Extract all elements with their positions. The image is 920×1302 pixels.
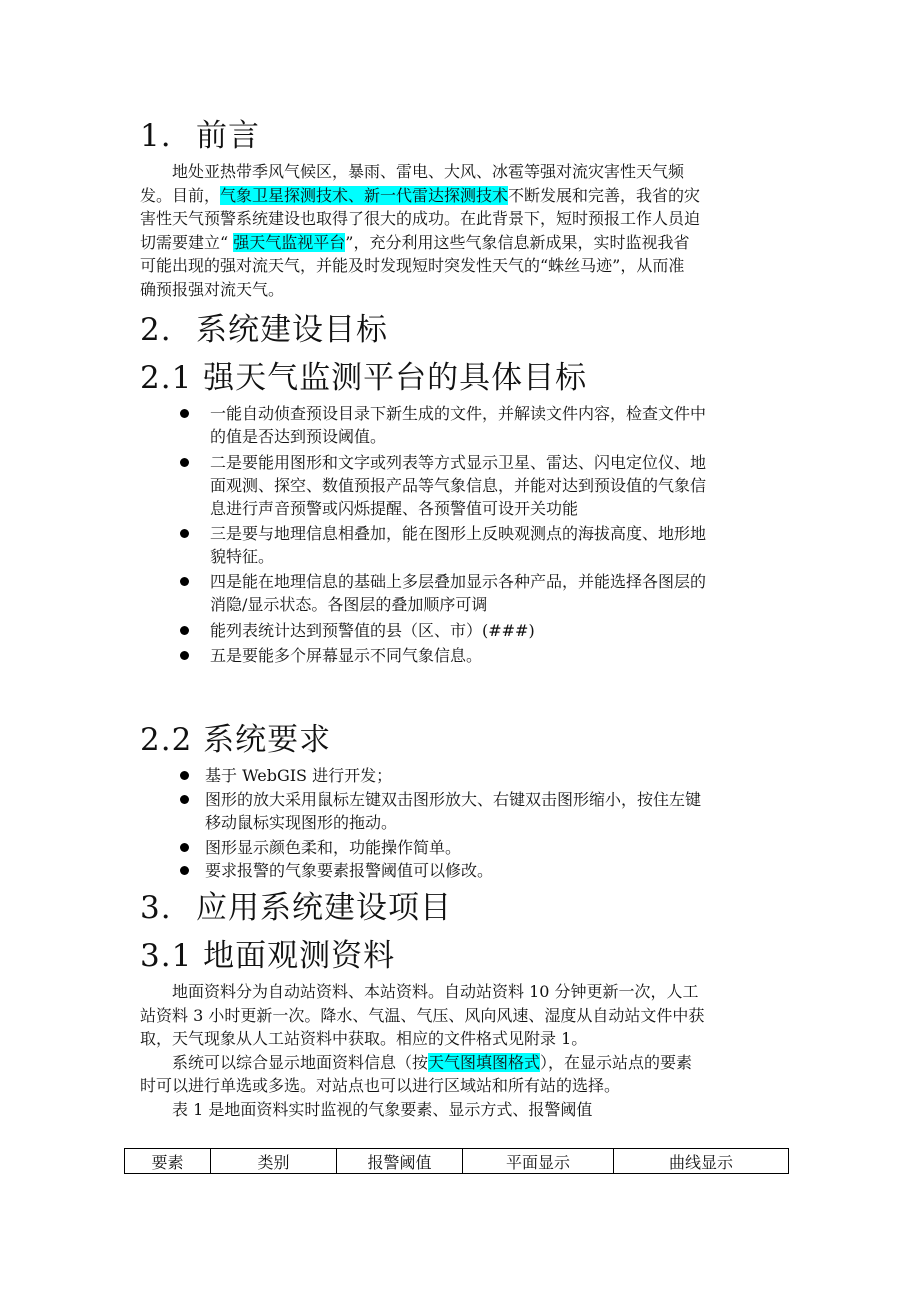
- section-number: 3.: [140, 890, 172, 926]
- bullet-dot: [180, 409, 189, 418]
- highlighted-text: 强天气监视平台: [233, 232, 346, 252]
- paragraph-line: 时可以进行单选或多选。对站点也可以进行区域站和所有站的选择。: [140, 1076, 621, 1095]
- list-item: 五是要能多个屏幕显示不同气象信息。: [210, 646, 483, 665]
- list-item: 能列表统计达到预警值的县（区、市）(###): [210, 621, 535, 640]
- line-text: 发。目前，: [140, 185, 221, 205]
- section-heading-1: [140, 116, 260, 156]
- paragraph-line: 地处亚热带季风气候区，暴雨、雷电、大风、冰雹等强对流灾害性天气频: [140, 162, 685, 181]
- table-header-cell: 类别: [211, 1149, 337, 1174]
- bullet-dot: [180, 866, 189, 875]
- section-title: 系统建设目标: [196, 312, 388, 348]
- line-text: 不断发展和完善，我省的灾: [508, 185, 701, 205]
- paragraph-line: [140, 231, 785, 255]
- list-item: 图形的放大采用鼠标左键双击图形放大、右键双击图形缩小，按住左键: [205, 790, 702, 809]
- surface-data-paragraph: [140, 980, 785, 1121]
- list-item: 基于 WebGIS 进行开发；: [205, 766, 393, 785]
- intro-paragraph: [140, 160, 785, 301]
- paragraph-line: 地面资料分为自动站资料、本站资料。自动站资料 10 分钟更新一次，人工: [140, 982, 699, 1001]
- line-text: ”，充分利用这些气象信息新成果，实时监视我省: [345, 232, 690, 252]
- paragraph-line: 确预报强对流天气。: [140, 279, 285, 299]
- section-heading-2: [140, 310, 388, 350]
- paragraph-line: [140, 1051, 785, 1075]
- list-item: 图形显示颜色柔和，功能操作简单。: [205, 838, 462, 857]
- paragraph-line: 可能出现的强对流天气，并能及时发现短时突发性天气的“蛛丝马迹”，从而准: [140, 256, 685, 275]
- list-item-continuation: 息进行声音预警或闪烁提醒、各预警值可设开关功能: [210, 499, 579, 518]
- paragraph-line: 表 1 是地面资料实时监视的气象要素、显示方式、报警阈值: [140, 1099, 593, 1119]
- bullet-dot: [180, 795, 189, 804]
- surface-elements-table: [124, 1148, 789, 1174]
- subsection-heading-2-2: 2.2 系统要求: [140, 722, 332, 758]
- section-heading-3: [140, 888, 452, 928]
- bullet-dot: [180, 843, 189, 852]
- section-number: 1.: [140, 118, 172, 154]
- bullet-dot: [180, 529, 189, 538]
- list-item: 要求报警的气象要素报警阈值可以修改。: [205, 861, 494, 880]
- bullet-dot: [180, 626, 189, 635]
- list-item-continuation: 貌特征。: [210, 547, 275, 566]
- table-header-cell: 报警阈值: [337, 1149, 463, 1174]
- list-item: 四是能在地理信息的基础上多层叠加显示各种产品，并能选择各图层的: [210, 572, 707, 591]
- section-number: 2.: [140, 312, 172, 348]
- list-item-continuation: 消隐/显示状态。各图层的叠加顺序可调: [210, 595, 488, 614]
- line-text: ），在显示站点的要素: [540, 1052, 693, 1072]
- bullet-dot: [180, 771, 189, 780]
- list-item-continuation: 的值是否达到预设阈值。: [210, 427, 387, 446]
- highlighted-text: 气象卫星探测技术、新一代雷达探测技术: [220, 185, 509, 205]
- subsection-heading-3-1: 3.1 地面观测资料: [140, 938, 396, 974]
- paragraph-line: 站资料 3 小时更新一次。降水、气温、气压、风向风速、湿度从自动站文件中获: [140, 1005, 705, 1025]
- paragraph-line: 害性天气预警系统建设也取得了很大的成功。在此背景下，短时预报工作人员迫: [140, 209, 701, 228]
- list-item: 三是要与地理信息相叠加，能在图形上反映观测点的海拔高度、地形地: [210, 524, 707, 543]
- bullet-dot: [180, 458, 189, 467]
- section-title: 应用系统建设项目: [196, 890, 452, 926]
- subsection-heading-2-1: 2.1 强天气监测平台的具体目标: [140, 360, 588, 396]
- line-text: 系统可以综合显示地面资料信息（按: [140, 1052, 429, 1072]
- list-item-continuation: 面观测、探空、数值预报产品等气象信息，并能对达到预设值的气象信: [210, 476, 707, 495]
- highlighted-text: 天气图填图格式: [428, 1052, 541, 1072]
- bullet-dot: [180, 577, 189, 586]
- paragraph-line: 取，天气现象从人工站资料中获取。相应的文件格式见附录 1。: [140, 1029, 588, 1048]
- list-item: 二是要能用图形和文字或列表等方式显示卫星、雷达、闪电定位仪、地: [210, 453, 707, 472]
- list-item: 一能自动侦查预设目录下新生成的文件，并解读文件内容，检查文件中: [210, 404, 707, 423]
- table-header-cell: 平面显示: [463, 1149, 614, 1174]
- line-text: 切需要建立“: [140, 232, 229, 252]
- section-title: 前言: [196, 118, 260, 154]
- list-item-continuation: 移动鼠标实现图形的拖动。: [205, 813, 398, 832]
- table-header-cell: 要素: [125, 1149, 211, 1174]
- table-header-row: [125, 1149, 789, 1174]
- paragraph-line: [140, 184, 785, 208]
- table-header-cell: 曲线显示: [614, 1149, 789, 1174]
- bullet-dot: [180, 651, 189, 660]
